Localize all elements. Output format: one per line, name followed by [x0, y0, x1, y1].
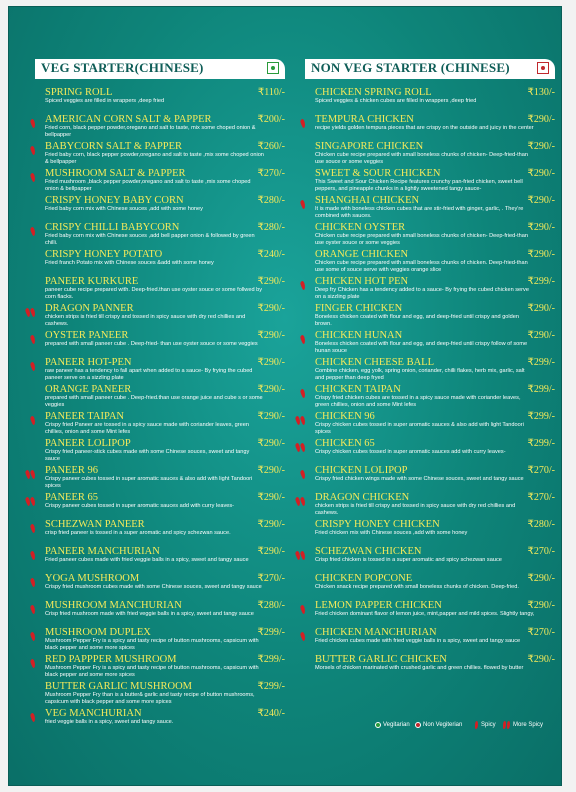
spicy-icon: [31, 412, 36, 423]
menu-item: [35, 438, 285, 465]
item-name: SCHEZWAN CHICKEN: [315, 546, 422, 557]
item-price: ₹240/-: [257, 708, 285, 719]
menu-item: [305, 357, 555, 384]
chili-icon: [300, 551, 307, 561]
chili-icon: [30, 632, 37, 642]
item-description: Crispy fried mushroom cubes made with some Chinese souces, sweet and tangy sauce: [45, 584, 262, 590]
item-name: PANEER LOLIPOP: [45, 438, 131, 449]
item-name: CRISPY CHILLI BABYCORN: [45, 222, 180, 233]
menu-item: [35, 465, 285, 492]
spicy-icon: [31, 358, 36, 369]
item-price: ₹290/-: [257, 330, 285, 341]
menu-item: [35, 681, 285, 708]
item-price: ₹130/-: [527, 87, 555, 98]
item-name: CRISPY HONEY BABY CORN: [45, 195, 184, 206]
item-name: DRAGON PANNER: [45, 303, 134, 314]
legend-more-spicy-label: More Spicy: [513, 722, 544, 728]
menu-item: [305, 384, 555, 411]
menu-item: [305, 114, 555, 141]
item-description: Chicken cube recipe prepared with small boneless chunks of chicken- Deep-fried-than use oyster souce or some veggies: [315, 233, 528, 246]
item-name: DRAGON CHICKEN: [315, 492, 410, 503]
chili-icon: [30, 119, 37, 129]
item-price: ₹299/-: [527, 411, 555, 422]
chili-icon: [30, 551, 37, 561]
item-name: AMERICAN CORN SALT & PAPPER: [45, 114, 212, 125]
menu-item: [35, 384, 285, 411]
non-veg-symbol-icon: [537, 62, 549, 74]
more-spicy-icon: [296, 439, 306, 450]
item-name: CHICKEN 65: [315, 438, 375, 449]
item-name: MUSHROOM SALT & PAPPER: [45, 168, 186, 179]
nonveg-item-list: [305, 87, 555, 681]
spicy-icon: [31, 331, 36, 342]
chili-icon: [30, 227, 37, 237]
item-description: Crispy chicken cubes tossed in super aromatic sauces add with curry leaves-: [315, 449, 506, 455]
item-name: OYSTER PANEER: [45, 330, 129, 341]
item-description: Fried chicken dominant flavor of lemon juice, mint,papper and mild spices. Slightly tangy,: [315, 611, 535, 617]
item-description: chicken strips is fried till crispy and tossed in spicy sauce with dry red chillies and cashews.: [45, 314, 246, 327]
menu-item: [305, 87, 555, 114]
item-description: Crispy fried Paneer are tossed in a spicy sauce made with coriander leaves, green chillies, onion and some Mint lefes: [45, 422, 249, 435]
chili-icon: [30, 308, 37, 318]
menu-item: [305, 573, 555, 600]
item-description: prepared with small paneer cube . Deep-fried- than use oyster souce or some veggies: [45, 341, 258, 347]
item-price: ₹290/-: [257, 519, 285, 530]
chili-icon: [300, 443, 307, 453]
item-description: Crispy paneer cubes tossed in super aromatic sauces & also add with light Tandoori spices: [45, 476, 253, 489]
more-spicy-icon: [26, 304, 36, 315]
item-name: BABYCORN SALT & PAPPER: [45, 141, 183, 152]
item-name: CRISPY HONEY POTATO: [45, 249, 163, 260]
item-description: Crisp fried chicken is tossed in a super aromatic and spicy schezwan sauce: [315, 557, 502, 563]
menu-item: [35, 411, 285, 438]
item-description: Crispy chicken cubes tossed in super aromatic sauces & also add with light Tandoori spices: [315, 422, 524, 435]
item-price: ₹280/-: [257, 222, 285, 233]
item-name: SPRING ROLL: [45, 87, 113, 98]
spicy-icon: [301, 385, 306, 396]
spicy-icon: [31, 520, 36, 531]
item-description: Combine chicken, egg yolk, spring onion, coriander, chilli flakes, herb mix, garlic, salt and pepper than deep fryed: [315, 368, 525, 381]
item-name: ORANGE PANEER: [45, 384, 132, 395]
item-name: CHICKEN 96: [315, 411, 375, 422]
item-price: ₹299/-: [527, 357, 555, 368]
item-name: SINGAPORE CHICKEN: [315, 141, 424, 152]
legend-spicy-label: Spicy: [481, 722, 496, 728]
chili-icon: [300, 416, 307, 426]
chili-icon: [30, 713, 37, 723]
item-name: PANEER 65: [45, 492, 98, 503]
item-price: ₹290/-: [257, 303, 285, 314]
spicy-icon: [31, 223, 36, 234]
item-price: ₹290/-: [527, 303, 555, 314]
item-description: Chicken snack recipe prepared with small boneless chunks of chicken. Deep-fried.: [315, 584, 519, 590]
item-name: FINGER CHICKEN: [315, 303, 403, 314]
spicy-icon: [301, 628, 306, 639]
item-name: BUTTER GARLIC MUSHROOM: [45, 681, 193, 692]
item-description: Crispy fried paneer-stick cubes made with some Chinese souces, sweet and tangy sauce: [45, 449, 250, 462]
chili-icon: [30, 335, 37, 345]
chili-icon: [300, 497, 307, 507]
item-name: RED PAPPPER MUSHROOM: [45, 654, 177, 665]
item-name: CHICKEN CHEESE BALL: [315, 357, 434, 368]
item-description: Mushroom Pepper Fry is a spicy and tasty recipe of button mushrooms, capsicum with black pepper and some more spices: [45, 665, 259, 678]
veg-dot-icon: [375, 722, 381, 728]
item-price: ₹290/-: [257, 438, 285, 449]
nonveg-dot-icon: [415, 722, 421, 728]
item-description: Crispy paneer cubes tossed in super aromatic sauces add with curry leaves-: [45, 503, 235, 509]
item-name: PANEER MANCHURIAN: [45, 546, 160, 557]
item-name: CHICKEN SPRING ROLL: [315, 87, 432, 98]
item-price: ₹290/-: [527, 249, 555, 260]
item-price: ₹290/-: [527, 654, 555, 665]
item-price: ₹200/-: [257, 114, 285, 125]
item-price: ₹290/-: [527, 168, 555, 179]
menu-item: [35, 357, 285, 384]
item-description: Spiced veggies & chicken cubes are filled in wrappers ,deep fried: [315, 98, 477, 104]
item-description: prepared with small paneer cube . Deep-fried.than use orange juice and cube s or some veggies: [45, 395, 263, 408]
item-description: Fried mushroom ,black pepper powder,oregano and salt to taste ,mix some choped onion & bellpapper: [45, 179, 251, 192]
item-description: Chicken cube recipe prepared with small boneless chunks of chicken- Deep-fried-than use souce or some veggies: [315, 152, 528, 165]
chili-icon: [30, 362, 37, 372]
chili-icon: [507, 721, 510, 729]
menu-item: [305, 195, 555, 222]
menu-item: [35, 195, 285, 222]
chili-icon: [300, 119, 307, 129]
menu-item: [35, 330, 285, 357]
menu-item: [35, 303, 285, 330]
item-price: ₹299/-: [257, 627, 285, 638]
spicy-icon: [301, 466, 306, 477]
menu-item: [305, 411, 555, 438]
spicy-icon: [31, 169, 36, 180]
item-price: ₹110/-: [257, 87, 285, 98]
item-description: crisp fried paneer is tossed in a super aromatic and spicy schezwan sauce.: [45, 530, 231, 536]
item-description: This Sweet and Sour Chicken Recipe features crunchy pan-fried chicken, sweet bell peppers, and pineapple chunks in a lightly sweetened tangy sauce-: [315, 179, 523, 192]
chili-icon: [30, 605, 37, 615]
menu-item: [305, 519, 555, 546]
chili-icon: [30, 659, 37, 669]
item-price: ₹290/-: [527, 330, 555, 341]
item-price: ₹270/-: [257, 168, 285, 179]
item-name: MUSHROOM MANCHURIAN: [45, 600, 182, 611]
item-description: raw paneer has a tendency to fall apart when added to a sauce- By frying the cubed paneer serve on a sizzling plate: [45, 368, 253, 381]
item-name: CHICKEN POPCONE: [315, 573, 413, 584]
spicy-icon: [301, 601, 306, 612]
item-price: ₹290/-: [257, 492, 285, 503]
item-description: chicken strips is fried till crispy and tossed in spicy sauce with dry red chillies and cashews.: [315, 503, 516, 516]
veg-item-list: [35, 87, 285, 735]
item-price: ₹290/-: [527, 114, 555, 125]
item-name: VEG MANCHURIAN: [45, 708, 142, 719]
menu-item: [35, 249, 285, 276]
chili-icon: [300, 605, 307, 615]
menu-item: [35, 168, 285, 195]
chili-icon: [30, 146, 37, 156]
spicy-icon: [301, 115, 306, 126]
menu-item: [35, 87, 285, 114]
nonveg-section-title: NON VEG STARTER (CHINESE): [311, 60, 510, 75]
item-name: MUSHROOM DUPLEX: [45, 627, 151, 638]
more-spicy-icon: [26, 466, 36, 477]
chili-icon: [300, 470, 307, 480]
legend: [367, 718, 547, 733]
item-description: Fried chicken mix with Chinese souces ,add with some honey: [315, 530, 468, 536]
item-description: Crisp fried mushroom made with fried veggie balls in a spicy, sweet and tangy sauce: [45, 611, 254, 617]
item-description: Crispy fried chicken cubes are tossed in a spicy sauce made with coriander leaves, green chillies, onion and some Mint lefes: [315, 395, 521, 408]
item-price: ₹270/-: [527, 546, 555, 557]
item-description: Fried baby corn mix with Chinese souces ,add with some honey: [45, 206, 203, 212]
item-name: CHICKEN MANCHURIAN: [315, 627, 437, 638]
menu-item: [35, 654, 285, 681]
menu-item: [305, 492, 555, 519]
menu-item: [305, 465, 555, 492]
item-price: ₹290/-: [257, 546, 285, 557]
item-description: recipe yields golden tempura pieces that are crispy on the outside and juicy in the center: [315, 125, 534, 131]
item-price: ₹280/-: [257, 195, 285, 206]
item-description: Fried franch Potato mix with Chinese souces &add with some honey: [45, 260, 214, 266]
item-price: ₹290/-: [527, 600, 555, 611]
spicy-icon: [31, 115, 36, 126]
menu-item: [35, 276, 285, 303]
chili-icon: [503, 721, 506, 729]
menu-item: [35, 600, 285, 627]
spicy-icon: [31, 574, 36, 585]
spicy-icon: [31, 655, 36, 666]
menu-item: [305, 330, 555, 357]
item-description: fried veggie balls in a spicy, sweet and tangy sauce.: [45, 719, 174, 725]
item-price: ₹290/-: [527, 222, 555, 233]
item-price: ₹299/-: [527, 384, 555, 395]
menu-item: [35, 627, 285, 654]
menu-item: [305, 303, 555, 330]
spicy-icon: [31, 709, 36, 720]
chili-icon: [300, 632, 307, 642]
item-description: Spiced veggies are filled in wrappers ,deep fried: [45, 98, 165, 104]
item-name: CRISPY HONEY CHICKEN: [315, 519, 440, 530]
item-name: CHICKEN HUNAN: [315, 330, 403, 341]
item-name: PANEER TAIPAN: [45, 411, 125, 422]
menu-item: [35, 573, 285, 600]
item-description: Fried baby corn, black pepper powder,oregano and salt to taste ,mix some choped onion & bellpapper: [45, 152, 264, 165]
item-price: ₹290/-: [257, 465, 285, 476]
item-name: PANEER KURKURE: [45, 276, 139, 287]
item-price: ₹270/-: [257, 573, 285, 584]
spicy-icon: [301, 277, 306, 288]
menu-item: [305, 222, 555, 249]
menu-item: [305, 168, 555, 195]
item-description: Deep fry Chicken has a tendency added to a sauce- By frying the cubed chicken serve on a sizzling plate: [315, 287, 529, 300]
item-description: Morsels of chicken marinated with crushed garlic and green chillies. flowed by butter: [315, 665, 524, 671]
item-name: CHICKEN OYSTER: [315, 222, 406, 233]
chili-icon: [30, 578, 37, 588]
item-price: ₹270/-: [527, 492, 555, 503]
nonveg-section-header: [305, 59, 555, 79]
chili-icon: [30, 497, 37, 507]
item-price: ₹270/-: [527, 627, 555, 638]
chili-icon: [300, 200, 307, 210]
item-name: PANEER HOT-PEN: [45, 357, 132, 368]
item-price: ₹240/-: [257, 249, 285, 260]
item-price: ₹290/-: [257, 411, 285, 422]
item-description: Chicken cube recipe prepared with small boneless chunks of chicken. Deep-fried-than use some of souce serve with veggies orange slice: [315, 260, 528, 273]
menu-item: [35, 141, 285, 168]
item-price: ₹290/-: [257, 384, 285, 395]
more-spicy-icon: [296, 547, 306, 558]
item-name: LEMON PAPPER CHICKEN: [315, 600, 442, 611]
spicy-icon: [31, 547, 36, 558]
chili-icon: [475, 721, 478, 729]
item-price: ₹299/-: [527, 438, 555, 449]
item-name: YOGA MUSHROOM: [45, 573, 140, 584]
item-description: Boneless chicken coated with flour and egg, and deep-fried until crispy follow of some hunan souce: [315, 341, 528, 354]
more-spicy-icon: [26, 493, 36, 504]
item-description: It is made with boneless chicken cubes that are stir-fried with ginger, garlic, . They're combined with sauces.: [315, 206, 524, 219]
item-name: SWEET & SOUR CHICKEN: [315, 168, 441, 179]
item-description: paneer cube recipe prepared with. Deep-fried.than use oyster souce or some follwed by corn flacks.: [45, 287, 263, 300]
menu-item: [305, 141, 555, 168]
chili-icon: [300, 281, 307, 291]
veg-section-title: VEG STARTER(CHINESE): [41, 60, 204, 75]
menu-item: [35, 114, 285, 141]
item-price: ₹260/-: [257, 141, 285, 152]
more-spicy-icon: [296, 493, 306, 504]
spicy-icon: [31, 601, 36, 612]
menu-item: [305, 546, 555, 573]
item-name: CHICKEN HOT PEN: [315, 276, 409, 287]
menu-item: [305, 249, 555, 276]
spicy-icon: [301, 196, 306, 207]
veg-section-header: [35, 59, 285, 79]
menu-item: [35, 222, 285, 249]
veg-symbol-icon: [267, 62, 279, 74]
item-name: SHANGHAI CHICKEN: [315, 195, 420, 206]
item-name: BUTTER GARLIC CHICKEN: [315, 654, 447, 665]
menu-item: [35, 546, 285, 573]
item-price: ₹290/-: [527, 141, 555, 152]
item-price: ₹299/-: [527, 276, 555, 287]
item-name: CHICKEN TAIPAN: [315, 384, 401, 395]
chili-icon: [30, 470, 37, 480]
item-price: ₹299/-: [257, 654, 285, 665]
item-description: Crispy fried chicken wings made with some Chinese souces, sweet and tangy sauce: [315, 476, 524, 482]
more-spicy-icon: [296, 412, 306, 423]
item-description: Mushroom Pepper Fry than is a butter& garlic and tasty recipe of button mushrooms, capsicum with black pepper and some more spices: [45, 692, 255, 705]
item-name: TEMPURA CHICKEN: [315, 114, 414, 125]
legend-nonveg-label: Non Vegiterian: [423, 722, 463, 728]
spicy-icon: [31, 628, 36, 639]
item-price: ₹299/-: [257, 681, 285, 692]
menu-item: [35, 708, 285, 735]
menu-item: [305, 654, 555, 681]
item-price: ₹280/-: [527, 519, 555, 530]
chili-icon: [30, 173, 37, 183]
item-name: PANEER 96: [45, 465, 98, 476]
item-name: SCHEZWAN PANEER: [45, 519, 145, 530]
item-price: ₹290/-: [257, 276, 285, 287]
chili-icon: [300, 389, 307, 399]
menu-item: [305, 627, 555, 654]
chili-icon: [30, 524, 37, 534]
menu-item: [305, 276, 555, 303]
item-name: CHICKEN LOLIPOP: [315, 465, 408, 476]
item-price: ₹290/-: [527, 573, 555, 584]
menu-page: [8, 6, 562, 786]
spicy-icon: [301, 331, 306, 342]
item-description: Fried corn, black pepper powder,oregano and salt to taste, mix some choped onion & bellpapper: [45, 125, 256, 138]
menu-item: [35, 492, 285, 519]
menu-item: [305, 438, 555, 465]
item-description: Mushroom Pepper Fry is a spicy and tasty recipe of button mushrooms, capsicum with black pepper and some more spices: [45, 638, 259, 651]
item-price: ₹270/-: [527, 465, 555, 476]
menu-item: [35, 519, 285, 546]
chili-icon: [30, 416, 37, 426]
item-price: ₹280/-: [257, 600, 285, 611]
item-description: Fried paneer cubes made with fried veggie balls in a spicy, sweet and tangy sauce: [45, 557, 249, 563]
item-description: Boneless chicken coated with flour and egg, and deep-fried until crispy and golden brown.: [315, 314, 519, 327]
item-description: Fried baby corn mix with Chinese souces ,add bell papper onion & followed by green chilli.: [45, 233, 255, 246]
menu-item: [305, 600, 555, 627]
item-price: ₹290/-: [257, 357, 285, 368]
item-name: ORANGE CHICKEN: [315, 249, 409, 260]
item-price: ₹290/-: [527, 195, 555, 206]
chili-icon: [300, 335, 307, 345]
legend-veg-label: Vegitarian: [383, 722, 410, 728]
item-description: Fried chicken cubes made with fried veggie balls in a spicy, sweet and tangy sauce: [315, 638, 521, 644]
spicy-icon: [31, 142, 36, 153]
